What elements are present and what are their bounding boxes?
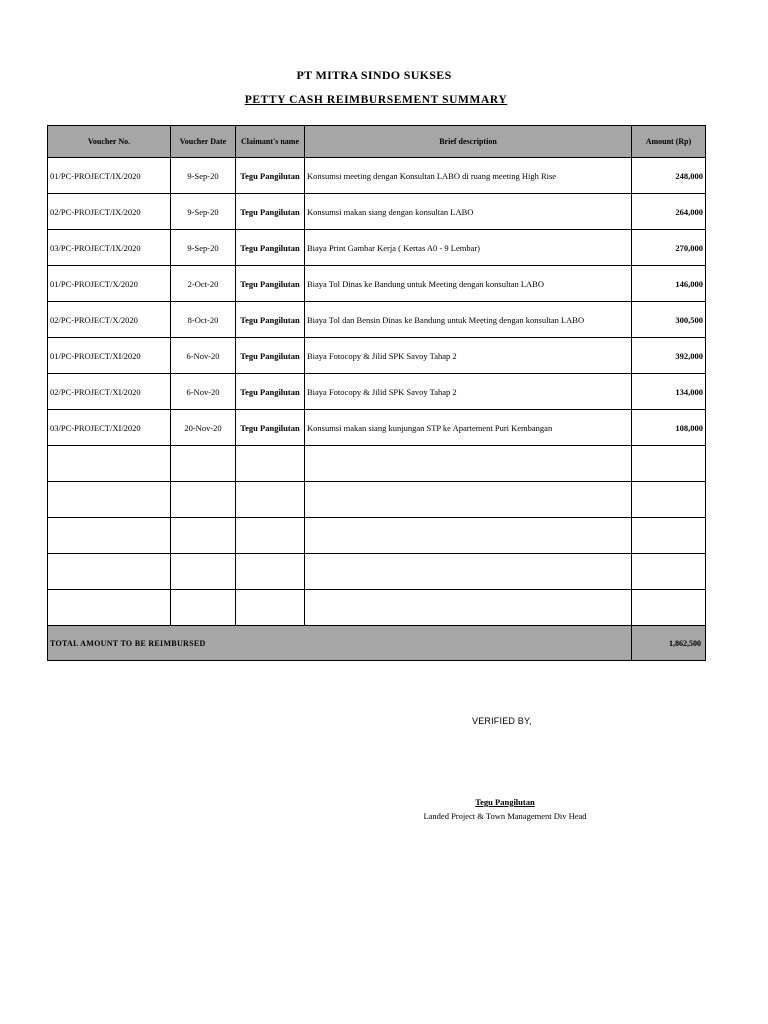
claimant-name-cell: Tegu Pangilutan (236, 302, 305, 338)
amount-cell: 300,500 (632, 302, 706, 338)
table-row-empty (48, 590, 706, 626)
description-cell: Konsumsi makan siang dengan konsultan LABO (305, 194, 632, 230)
claimant-name-cell: Tegu Pangilutan (236, 410, 305, 446)
voucher-no-cell (48, 518, 171, 554)
voucher-date-cell: 6-Nov-20 (171, 338, 236, 374)
description-cell: Biaya Fotocopy & Jilid SPK Savoy Tahap 2 (305, 338, 632, 374)
voucher-date-cell (171, 554, 236, 590)
voucher-date-cell: 8-Oct-20 (171, 302, 236, 338)
voucher-no-cell: 03/PC-PROJECT/IX/2020 (48, 230, 171, 266)
total-amount: 1,862,500 (632, 626, 706, 661)
column-header-brief-description: Brief description (305, 126, 632, 158)
claimant-name-cell: Tegu Pangilutan (236, 158, 305, 194)
table-row (48, 410, 706, 446)
claimant-name-cell: Tegu Pangilutan (236, 338, 305, 374)
document-title-text: PETTY CASH REIMBURSEMENT SUMMARY (244, 94, 508, 106)
voucher-no-cell (48, 446, 171, 482)
description-cell (305, 554, 632, 590)
column-header-claimant-name: Claimant's name (236, 126, 305, 158)
voucher-no-cell: 03/PC-PROJECT/XI/2020 (48, 410, 171, 446)
claimant-name-cell: Tegu Pangilutan (236, 266, 305, 302)
column-header-voucher-date: Voucher Date (171, 126, 236, 158)
table-row (48, 230, 706, 266)
table-row (48, 374, 706, 410)
signer-name: Tegu Pangilutan (475, 797, 535, 807)
description-cell (305, 446, 632, 482)
reimbursement-table (47, 125, 706, 661)
description-cell: Biaya Tol dan Bensin Dinas ke Bandung untuk Meeting dengan konsultan LABO (305, 302, 632, 338)
description-cell (305, 518, 632, 554)
voucher-no-cell: 02/PC-PROJECT/X/2020 (48, 302, 171, 338)
description-cell: Biaya Print Gambar Kerja ( Kertas A0 - 9 Lembar) (305, 230, 632, 266)
voucher-date-cell (171, 590, 236, 626)
voucher-date-cell (171, 446, 236, 482)
amount-cell (632, 482, 706, 518)
table-row-empty (48, 446, 706, 482)
table-row (48, 302, 706, 338)
table-row-empty (48, 482, 706, 518)
signer-title: Landed Project & Town Management Div Head (423, 811, 587, 821)
amount-cell (632, 590, 706, 626)
amount-cell (632, 446, 706, 482)
amount-cell: 134,000 (632, 374, 706, 410)
table-row-empty (48, 554, 706, 590)
claimant-name-cell: Tegu Pangilutan (236, 374, 305, 410)
total-row (48, 626, 706, 661)
table-row (48, 158, 706, 194)
claimant-name-cell (236, 482, 305, 518)
voucher-date-cell: 9-Sep-20 (171, 194, 236, 230)
voucher-no-cell (48, 482, 171, 518)
total-label: TOTAL AMOUNT TO BE REIMBURSED (48, 626, 632, 661)
amount-cell: 270,000 (632, 230, 706, 266)
voucher-date-cell (171, 518, 236, 554)
claimant-name-cell: Tegu Pangilutan (236, 194, 305, 230)
table-row-empty (48, 518, 706, 554)
document-title (0, 94, 752, 106)
voucher-no-cell: 02/PC-PROJECT/XI/2020 (48, 374, 171, 410)
voucher-no-cell (48, 554, 171, 590)
table-row (48, 266, 706, 302)
voucher-date-cell: 20-Nov-20 (171, 410, 236, 446)
description-cell (305, 590, 632, 626)
voucher-date-cell (171, 482, 236, 518)
voucher-no-cell: 01/PC-PROJECT/XI/2020 (48, 338, 171, 374)
voucher-date-cell: 6-Nov-20 (171, 374, 236, 410)
voucher-date-cell: 9-Sep-20 (171, 230, 236, 266)
column-header-voucher-no: Voucher No. (48, 126, 171, 158)
voucher-no-cell: 01/PC-PROJECT/X/2020 (48, 266, 171, 302)
verified-by-label: VERIFIED BY, (472, 716, 532, 726)
voucher-date-cell: 2-Oct-20 (171, 266, 236, 302)
column-header-amount: Amount (Rp) (632, 126, 706, 158)
claimant-name-cell (236, 518, 305, 554)
company-name: PT MITRA SINDO SUKSES (296, 68, 452, 82)
table-row (48, 338, 706, 374)
description-cell: Biaya Tol Dinas ke Bandung untuk Meeting dengan konsultan LABO (305, 266, 632, 302)
claimant-name-cell (236, 590, 305, 626)
amount-cell: 248,000 (632, 158, 706, 194)
amount-cell: 392,000 (632, 338, 706, 374)
table-row (48, 194, 706, 230)
voucher-no-cell: 02/PC-PROJECT/IX/2020 (48, 194, 171, 230)
description-cell: Konsumsi makan siang kunjungan STP ke Apartement Puri Kembangan (305, 410, 632, 446)
amount-cell: 108,000 (632, 410, 706, 446)
amount-cell (632, 518, 706, 554)
amount-cell: 146,000 (632, 266, 706, 302)
voucher-date-cell: 9-Sep-20 (171, 158, 236, 194)
description-cell: Konsumsi meeting dengan Konsultan LABO di ruang meeting High Rise (305, 158, 632, 194)
amount-cell (632, 554, 706, 590)
description-cell (305, 482, 632, 518)
table-body (48, 158, 706, 661)
amount-cell: 264,000 (632, 194, 706, 230)
table-header-row (48, 126, 706, 158)
claimant-name-cell (236, 446, 305, 482)
claimant-name-cell (236, 554, 305, 590)
description-cell: Biaya Fotocopy & Jilid SPK Savoy Tahap 2 (305, 374, 632, 410)
voucher-no-cell (48, 590, 171, 626)
voucher-no-cell: 01/PC-PROJECT/IX/2020 (48, 158, 171, 194)
claimant-name-cell: Tegu Pangilutan (236, 230, 305, 266)
